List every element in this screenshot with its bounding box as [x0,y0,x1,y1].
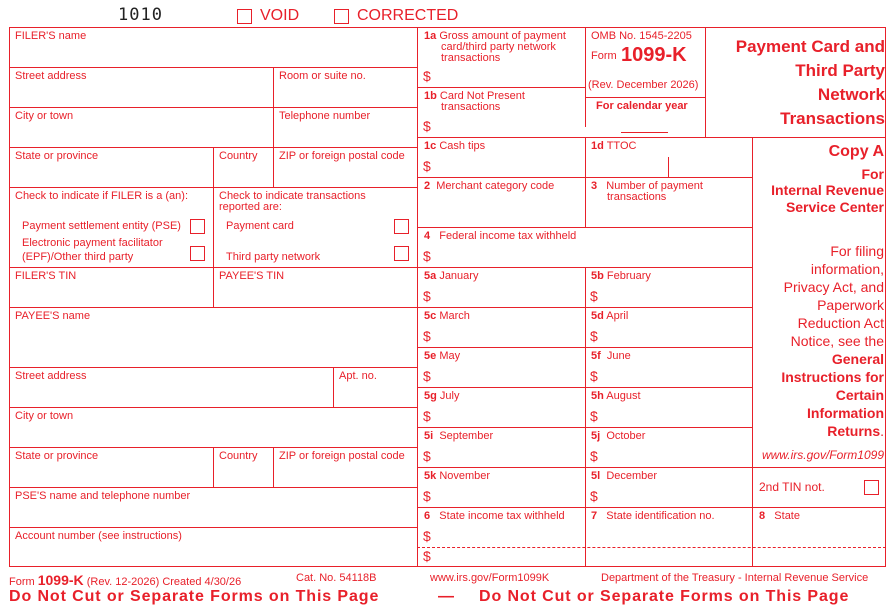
notice-bold-4: Information [807,405,884,421]
footer-dept: Department of the Treasury - Internal Revenue Service [601,572,869,584]
cut-warning-right: Do Not Cut or Separate Forms on This Page [479,588,850,605]
divider-omb-right [705,27,706,137]
third-party-label: Third party network [226,251,321,263]
notice-line-4: Paperwork [817,297,884,313]
box-5k-label: 5k November [424,470,491,482]
box-5j-dollar: $ [590,448,598,464]
payee-name-label: PAYEE'S name [15,310,91,322]
filer-state-label: State or province [15,150,99,162]
box-5j-label: 5j October [591,430,646,442]
calendar-year-label: For calendar year [596,100,688,112]
line-payee-state [9,487,417,488]
title-line-1: Payment Card and [735,37,885,56]
divider-6-7 [585,507,586,567]
second-tin-label: 2nd TIN not. [759,480,825,494]
line-copy-url [752,467,886,468]
box-5i-label: 5i September [424,430,494,442]
divider-omb-left [585,27,586,127]
box-5h-label: 5h August [591,390,641,402]
box-7-label: 7 State identification no. [591,510,715,522]
box-6-label: 6 State income tax withheld [424,510,565,522]
box-1b-label-2: transactions [441,101,501,113]
pse-label: Payment settlement entity (PSE) [22,220,181,232]
filer-check-label: Check to indicate if FILER is a (an): [15,190,189,202]
box-5d-label: 5d April [591,310,629,322]
filer-tin-label: FILER'S TIN [15,270,77,282]
divider-left-middle [417,27,418,567]
box-5g-label: 5g July [424,390,460,402]
txn-label-2: reported are: [219,201,282,213]
title-line-2: Third Party [795,61,885,80]
divider-filer-zip [273,147,274,187]
payee-tin-label: PAYEE'S TIN [219,270,285,282]
account-number-label: Account number (see instructions) [15,530,182,542]
line-5gh [417,427,752,428]
payee-city-label: City or town [15,410,74,422]
txn-label-1: Check to indicate transactions [219,190,366,202]
box-5f-dollar: $ [590,368,598,384]
divider-filer-country [213,147,214,187]
payee-country-label: Country [219,450,258,462]
box-5i-dollar: $ [423,448,431,464]
copy-for-label: For [861,166,884,182]
box-1a-label-2: card/third party network [441,41,556,53]
line-1b [417,137,886,138]
omb-form-number: 1099-K [621,44,687,66]
copy-a-label: Copy A [828,143,884,160]
box-5d-dollar: $ [590,328,598,344]
title-line-3: Network [817,85,885,104]
box-5c-label: 5c March [424,310,470,322]
box-5k-dollar: $ [423,488,431,504]
box-3-label-2: transactions [607,191,667,203]
notice-line-3: Privacy Act, and [783,279,884,295]
footer-cat-no: Cat. No. 54118B [296,572,377,584]
line-5kl [417,507,886,508]
filer-phone-label: Telephone number [279,110,371,122]
payee-state-label: State or province [15,450,99,462]
notice-bold-5: Returns [827,423,881,439]
box-5b-label: 5b February [591,270,651,282]
line-1c [417,177,752,178]
omb-number: OMB No. 1545-2205 [591,30,692,42]
line-omb-rev [585,97,705,98]
box-5e-dollar: $ [423,368,431,384]
epf-checkbox[interactable] [190,246,205,261]
filing-info-notice [744,242,884,440]
payee-street-label: Street address [15,370,87,382]
divider-payee-zip [273,447,274,487]
divider-room-phone [273,67,274,147]
copy-irs-line-2: Service Center [785,199,884,215]
divider-1d-tick [668,157,669,177]
payment-card-label: Payment card [226,220,294,232]
box-1b-dollar: $ [423,118,431,134]
warning-dash: — [438,588,455,605]
line-4 [417,267,752,268]
footer-form-id: Form 1099-K (Rev. 12-2026) Created 4/30/26 [9,572,242,588]
filer-name-label: FILER'S name [15,30,87,42]
pse-checkbox[interactable] [190,219,205,234]
title-line-4: Transactions [780,109,885,128]
payee-apt-label: Apt. no. [339,370,377,382]
box-5h-dollar: $ [590,408,598,424]
dashed-line-state [417,547,886,548]
corrected-label: CORRECTED [357,7,459,24]
box-1c-label: 1c Cash tips [424,140,486,152]
notice-line-1: For filing [830,243,884,259]
line-filer-name [9,67,417,68]
box-8-label: 8 State [759,510,800,522]
box-5a-dollar: $ [423,288,431,304]
filer-street-label: Street address [15,70,87,82]
notice-bold-3: Certain [835,387,884,403]
line-pse [9,527,417,528]
line-5ij [417,467,752,468]
divider-payee-country [213,447,214,487]
box-5g-dollar: $ [423,408,431,424]
box-5f-label: 5f June [591,350,631,362]
box-2-label: 2 Merchant category code [424,180,555,192]
notice-bold-2: Instructions for [781,369,884,385]
filer-room-label: Room or suite no. [279,70,366,82]
notice-returns-line [744,422,884,440]
filer-zip-label: ZIP or foreign postal code [279,150,405,162]
line-payee-street [9,407,417,408]
box-5c-dollar: $ [423,328,431,344]
divider-1c-1d [585,137,586,227]
box-1d-label: 1d TTOC [591,140,637,152]
second-tin-checkbox[interactable] [864,480,879,495]
box-5a-label: 5a January [424,270,479,282]
notice-line-5: Reduction Act [797,315,884,331]
line-2-3 [417,227,752,228]
box-6-dollar-1: $ [423,528,431,544]
divider-check-tin [213,187,214,307]
filer-country-label: Country [219,150,258,162]
epf-label-1: Electronic payment facilitator [22,237,163,249]
line-5ef [417,387,752,388]
form-title [736,35,885,131]
copy-irs-line-1: Internal Revenue [771,182,884,198]
box-5b-dollar: $ [590,288,598,304]
box-1c-dollar: $ [423,158,431,174]
pse-phone-label: PSE'S name and telephone number [15,490,191,502]
box-4-dollar: $ [423,248,431,264]
epf-label-2: (EPF)/Other third party [22,251,134,263]
divider-apt [333,367,334,407]
line-5cd [417,347,752,348]
box-6-dollar-2: $ [423,548,431,564]
notice-bold-1: General [831,351,884,367]
omb-rev-date: (Rev. December 2026) [588,79,699,91]
corrected-checkbox[interactable] [334,9,349,24]
line-filer-street [9,107,417,108]
irs-form-url[interactable]: www.irs.gov/Form1099 [761,448,884,462]
line-1a [417,87,585,88]
cut-warning-left: Do Not Cut or Separate Forms on This Page [9,588,380,605]
box-5e-label: 5e May [424,350,461,362]
calendar-year-line [621,132,668,133]
box-1a-label: 1a Gross amount of payment [424,30,566,42]
box-5l-dollar: $ [590,488,598,504]
box-3-label: 3 Number of payment [591,180,703,192]
notice-period: . [880,423,884,439]
line-tin [9,307,417,308]
box-4-label: 4 Federal income tax withheld [424,230,577,242]
notice-line-6: Notice, see the [790,333,884,349]
omb-form-word: Form [591,50,617,62]
third-party-checkbox[interactable] [394,246,409,261]
payee-zip-label: ZIP or foreign postal code [279,450,405,462]
line-5ab [417,307,752,308]
box-1a-label-3: transactions [441,52,501,64]
line-payee-name [9,367,417,368]
footer-url[interactable]: www.irs.gov/Form1099K [430,572,550,584]
filer-city-label: City or town [15,110,74,122]
box-1a-dollar: $ [423,68,431,84]
form-code: 1010 [118,5,163,25]
void-checkbox[interactable] [237,9,252,24]
box-5l-label: 5l December [591,470,658,482]
void-label: VOID [260,7,300,24]
payment-card-checkbox[interactable] [394,219,409,234]
notice-line-2: information, [810,261,884,277]
box-1b-label: 1b Card Not Present [424,90,525,102]
